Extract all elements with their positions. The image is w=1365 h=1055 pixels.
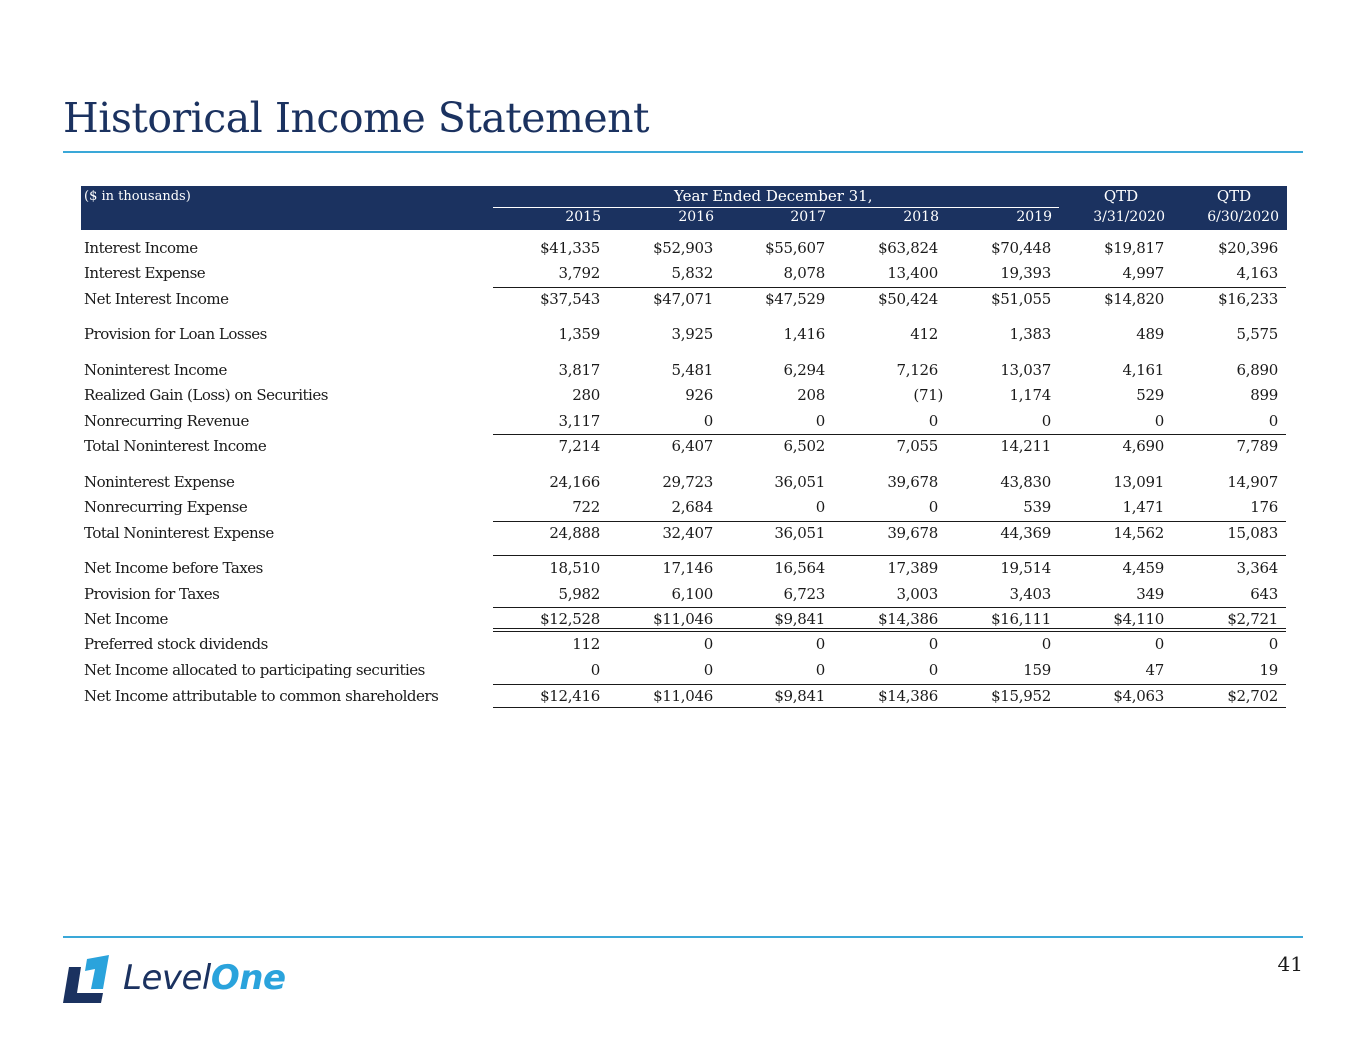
column-header: 2019: [1016, 209, 1052, 225]
table-cell: 29,723: [662, 473, 713, 491]
total-rule: [493, 684, 1286, 685]
table-cell: 4,459: [1122, 559, 1164, 577]
levelone-logo-icon: [63, 955, 113, 1005]
table-cell: 176: [1250, 498, 1278, 516]
row-label: Interest Income: [84, 239, 198, 257]
table-cell: 5,982: [558, 585, 600, 603]
column-header: 2017: [790, 209, 826, 225]
column-header: 3/31/2020: [1093, 209, 1165, 225]
table-cell: 19,393: [1000, 264, 1051, 282]
table-cell: 1,471: [1122, 498, 1164, 516]
table-cell: 6,890: [1236, 361, 1278, 379]
table-cell: 5,575: [1236, 325, 1278, 343]
table-cell: 412: [910, 325, 938, 343]
table-cell: 3,003: [896, 585, 938, 603]
table-cell: 112: [572, 635, 600, 653]
table-cell: 1,174: [1009, 386, 1051, 404]
row-label: Net Interest Income: [84, 290, 229, 308]
row-label: Nonrecurring Expense: [84, 498, 248, 516]
table-cell: 36,051: [774, 473, 825, 491]
table-cell: 3,364: [1236, 559, 1278, 577]
table-row: [84, 288, 1286, 310]
table-cell: 4,161: [1122, 361, 1164, 379]
table-cell: 39,678: [887, 524, 938, 542]
table-cell: 0: [815, 635, 825, 653]
row-label: Net Income attributable to common shareholders: [84, 687, 439, 705]
table-cell: $14,820: [1104, 290, 1164, 308]
table-cell: 15,083: [1227, 524, 1278, 542]
table-cell: 6,723: [783, 585, 825, 603]
table-row: [84, 237, 1286, 259]
table-cell: 3,792: [558, 264, 600, 282]
table-cell: $9,841: [774, 610, 825, 628]
table-cell: 0: [815, 412, 825, 430]
logo-word-level: Level: [123, 958, 211, 998]
table-cell: 643: [1250, 585, 1278, 603]
total-rule: [493, 287, 1286, 288]
logo-wordmark: [123, 958, 286, 998]
table-cell: 4,163: [1236, 264, 1278, 282]
table-cell: 39,678: [887, 473, 938, 491]
row-label: Net Income: [84, 610, 168, 628]
table-cell: 0: [590, 661, 600, 679]
units-label: ($ in thousands): [84, 189, 191, 204]
table-cell: 1,416: [783, 325, 825, 343]
table-cell: $16,233: [1218, 290, 1278, 308]
table-row: [84, 471, 1286, 493]
table-cell: 5,832: [671, 264, 713, 282]
row-label: Nonrecurring Revenue: [84, 412, 249, 430]
table-cell: $70,448: [991, 239, 1051, 257]
table-cell: 13,091: [1113, 473, 1164, 491]
table-cell: 208: [797, 386, 825, 404]
row-label: Realized Gain (Loss) on Securities: [84, 386, 328, 404]
table-cell: 16,564: [774, 559, 825, 577]
table-cell: 19,514: [1000, 559, 1051, 577]
column-header: 2018: [903, 209, 939, 225]
table-cell: 1,383: [1009, 325, 1051, 343]
row-label: Noninterest Expense: [84, 473, 235, 491]
table-cell: 6,100: [671, 585, 713, 603]
table-cell: $14,386: [878, 610, 938, 628]
total-rule: [493, 707, 1286, 708]
table-cell: 13,400: [887, 264, 938, 282]
row-label: Net Income before Taxes: [84, 559, 263, 577]
table-cell: 3,117: [558, 412, 600, 430]
table-cell: 18,510: [549, 559, 600, 577]
table-cell: 44,369: [1000, 524, 1051, 542]
column-header: 2016: [678, 209, 714, 225]
table-cell: 6,502: [783, 437, 825, 455]
logo-word-one: One: [210, 958, 286, 998]
title-divider: [63, 151, 1303, 153]
table-cell: 8,078: [783, 264, 825, 282]
table-cell: $47,529: [765, 290, 825, 308]
table-row: [84, 522, 1286, 544]
table-cell: 32,407: [662, 524, 713, 542]
row-label: Provision for Taxes: [84, 585, 220, 603]
row-label: Net Income allocated to participating securities: [84, 661, 425, 679]
table-cell: $51,055: [991, 290, 1051, 308]
table-cell: 0: [1268, 635, 1278, 653]
table-cell: $63,824: [878, 239, 938, 257]
table-cell: 722: [572, 498, 600, 516]
table-cell: $16,111: [991, 610, 1051, 628]
table-cell: $50,424: [878, 290, 938, 308]
table-cell: $9,841: [774, 687, 825, 705]
table-cell: 0: [703, 412, 713, 430]
table-cell: 280: [572, 386, 600, 404]
table-cell: 0: [815, 661, 825, 679]
footer-divider: [63, 936, 1303, 938]
table-cell: 6,407: [671, 437, 713, 455]
table-header: [81, 186, 1287, 230]
table-cell: 4,690: [1122, 437, 1164, 455]
table-cell: $2,721: [1227, 610, 1278, 628]
table-cell: 899: [1250, 386, 1278, 404]
table-cell: 0: [703, 661, 713, 679]
table-row: [84, 583, 1286, 605]
table-cell: $41,335: [540, 239, 600, 257]
table-cell: $11,046: [653, 610, 713, 628]
qtd-label-q1: QTD: [1103, 187, 1139, 205]
table-cell: $15,952: [991, 687, 1051, 705]
row-label: Interest Expense: [84, 264, 206, 282]
table-cell: 13,037: [1000, 361, 1051, 379]
table-cell: 926: [685, 386, 713, 404]
table-cell: 0: [928, 412, 938, 430]
table-cell: 0: [928, 498, 938, 516]
table-cell: 17,389: [887, 559, 938, 577]
table-cell: 47: [1145, 661, 1164, 679]
row-label: Total Noninterest Income: [84, 437, 267, 455]
table-cell: 489: [1136, 325, 1164, 343]
table-cell: 539: [1023, 498, 1051, 516]
table-cell: 349: [1136, 585, 1164, 603]
table-row: [84, 633, 1286, 655]
table-cell: 0: [1041, 412, 1051, 430]
page-title: Historical Income Statement: [63, 94, 650, 142]
qtd-label-q2: QTD: [1216, 187, 1252, 205]
table-cell: 14,907: [1227, 473, 1278, 491]
table-cell: 159: [1023, 661, 1051, 679]
table-cell: 3,925: [671, 325, 713, 343]
table-cell: 0: [1154, 412, 1164, 430]
year-ended-label: Year Ended December 31,: [674, 187, 873, 205]
table-cell: 7,789: [1236, 437, 1278, 455]
table-cell: 7,055: [896, 437, 938, 455]
column-header: 6/30/2020: [1207, 209, 1279, 225]
table-row: [84, 323, 1286, 345]
table-row: [84, 262, 1286, 284]
table-cell: 3,403: [1009, 585, 1051, 603]
row-label: Preferred stock dividends: [84, 635, 268, 653]
table-row: [84, 384, 1286, 406]
page-number: 41: [1277, 952, 1303, 976]
table-cell: 529: [1136, 386, 1164, 404]
table-row: [84, 685, 1286, 707]
table-cell: 2,684: [671, 498, 713, 516]
table-cell: 24,888: [549, 524, 600, 542]
table-row: [84, 359, 1286, 381]
table-row: [84, 496, 1286, 518]
table-cell: 0: [1041, 635, 1051, 653]
table-cell: 6,294: [783, 361, 825, 379]
table-cell: 14,562: [1113, 524, 1164, 542]
table-cell: 19: [1259, 661, 1278, 679]
table-cell: 0: [703, 635, 713, 653]
total-rule: [493, 631, 1286, 632]
table-cell: 7,214: [558, 437, 600, 455]
table-cell: $12,528: [540, 610, 600, 628]
table-cell: $37,543: [540, 290, 600, 308]
table-row: [84, 435, 1286, 457]
table-cell: (71): [913, 386, 943, 404]
row-label: Total Noninterest Expense: [84, 524, 274, 542]
table-cell: 0: [928, 635, 938, 653]
total-rule: [493, 555, 1286, 556]
table-cell: $20,396: [1218, 239, 1278, 257]
row-label: Noninterest Income: [84, 361, 227, 379]
table-cell: $52,903: [653, 239, 713, 257]
table-cell: $4,110: [1113, 610, 1164, 628]
table-cell: 3,817: [558, 361, 600, 379]
table-row: [84, 557, 1286, 579]
table-cell: $2,702: [1227, 687, 1278, 705]
table-cell: 36,051: [774, 524, 825, 542]
total-rule: [493, 521, 1286, 522]
table-cell: 0: [928, 661, 938, 679]
column-header: 2015: [565, 209, 601, 225]
table-cell: 0: [815, 498, 825, 516]
table-row: [84, 410, 1286, 432]
table-cell: $55,607: [765, 239, 825, 257]
table-cell: 4,997: [1122, 264, 1164, 282]
table-cell: $19,817: [1104, 239, 1164, 257]
table-cell: $4,063: [1113, 687, 1164, 705]
table-cell: 24,166: [549, 473, 600, 491]
table-cell: 0: [1154, 635, 1164, 653]
table-cell: 14,211: [1000, 437, 1051, 455]
table-cell: $12,416: [540, 687, 600, 705]
table-cell: $11,046: [653, 687, 713, 705]
year-ended-underline: [493, 207, 1059, 208]
table-cell: 0: [1268, 412, 1278, 430]
levelone-logo: [63, 955, 293, 1005]
row-label: Provision for Loan Losses: [84, 325, 267, 343]
table-cell: $14,386: [878, 687, 938, 705]
double-total-rule: [493, 628, 1286, 629]
table-cell: 5,481: [671, 361, 713, 379]
total-rule: [493, 607, 1286, 608]
table-cell: 43,830: [1000, 473, 1051, 491]
table-row: [84, 608, 1286, 630]
table-row: [84, 659, 1286, 681]
table-cell: $47,071: [653, 290, 713, 308]
table-cell: 1,359: [558, 325, 600, 343]
total-rule: [493, 434, 1286, 435]
table-cell: 7,126: [896, 361, 938, 379]
table-cell: 17,146: [662, 559, 713, 577]
